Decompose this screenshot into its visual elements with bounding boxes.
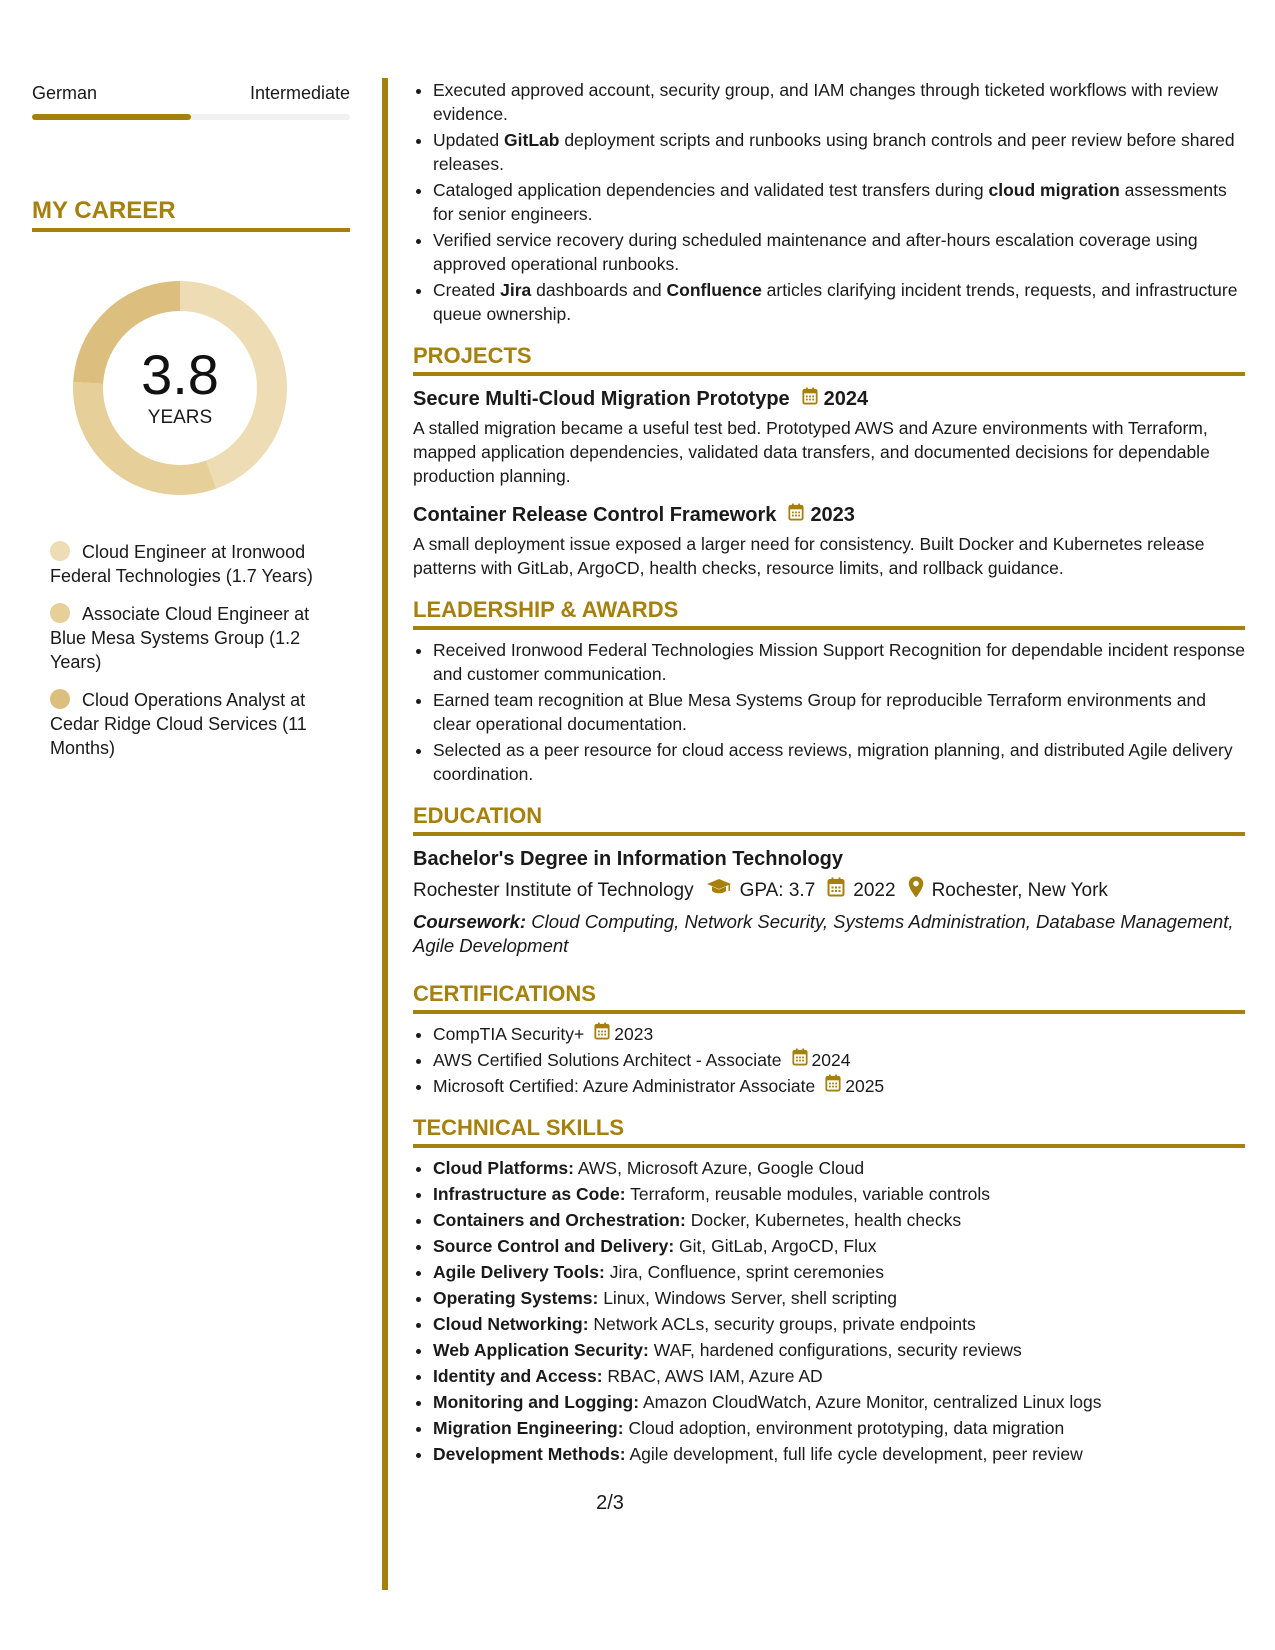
skill-value: Network ACLs, security groups, private endpoints (593, 1314, 976, 1334)
graduation-cap-icon (706, 878, 732, 904)
skill-item (433, 1416, 1245, 1440)
education-coursework (413, 910, 1245, 958)
education-degree: Bachelor's Degree in Information Technology (413, 848, 844, 870)
skill-value: Jira, Confluence, sprint ceremonies (609, 1262, 884, 1282)
bullet-keyword: GitLab (504, 130, 560, 150)
language-level: Intermediate (249, 83, 350, 103)
certification-year: 2025 (845, 1076, 885, 1096)
skill-value: Git, GitLab, ArgoCD, Flux (679, 1236, 877, 1256)
skill-value: Agile development, full life cycle development, peer review (629, 1444, 1083, 1464)
bullet-keyword: Jira (500, 280, 532, 300)
leadership-list (413, 638, 1245, 786)
experience-bullet (433, 78, 1245, 126)
projects-heading: PROJECTS (413, 342, 1245, 376)
calendar-icon (802, 386, 818, 412)
donut-center (66, 274, 294, 502)
skill-item (433, 1338, 1245, 1362)
career-legend (32, 540, 350, 760)
skill-label: Cloud Networking: (433, 1314, 589, 1334)
skill-value: Terraform, reusable modules, variable controls (630, 1184, 990, 1204)
skill-item (433, 1312, 1245, 1336)
education-year: 2022 (853, 880, 896, 901)
skills-heading: TECHNICAL SKILLS (413, 1114, 1245, 1148)
project-title-row (413, 502, 1245, 528)
certification-row (433, 1048, 850, 1072)
skill-label: Source Control and Delivery: (433, 1236, 675, 1256)
education-school: Rochester Institute of Technology (413, 880, 694, 901)
leadership-item: • Received Ironwood Federal Technologies Mission Support Recognition for dependable incident response and customer communication. (433, 638, 1245, 686)
page-number: 2/3 (596, 1492, 624, 1514)
career-legend-item (50, 540, 350, 588)
location-pin-icon (908, 876, 924, 906)
skill-label: Containers and Orchestration: (433, 1210, 686, 1230)
language-name: German (32, 83, 98, 103)
skill-item (433, 1286, 1245, 1310)
leadership-heading: LEADERSHIP & AWARDS (413, 596, 1245, 630)
skill-value: AWS, Microsoft Azure, Google Cloud (577, 1158, 865, 1178)
language-row (32, 82, 350, 104)
project-year: 2024 (823, 388, 869, 410)
certification-name: • AWS Certified Solutions Architect - Associate (433, 1050, 782, 1070)
bullet-text: assessments for senior engineers. (433, 180, 1227, 224)
project-year: 2023 (810, 504, 855, 526)
education-heading: EDUCATION (413, 802, 1245, 836)
coursework-label: Coursework: (413, 911, 527, 932)
skill-label: Agile Delivery Tools: (433, 1262, 605, 1282)
bullet-text: dashboards and (531, 280, 667, 300)
coursework-list: Cloud Computing, Network Security, Systems Administration, Database Management, Agile Development (413, 911, 1234, 956)
education-location: Rochester, New York (931, 880, 1108, 901)
project-title-row (413, 386, 1245, 412)
skill-label: Cloud Platforms: (433, 1158, 574, 1178)
certification-name: • CompTIA Security+ (433, 1024, 585, 1044)
certification-year: 2024 (811, 1050, 851, 1070)
certification-name: • Microsoft Certified: Azure Administrator Associate (433, 1076, 816, 1096)
calendar-icon (825, 1074, 841, 1098)
experience-bullets (413, 78, 1245, 326)
career-heading: MY CAREER (32, 196, 350, 232)
education-gpa: GPA: 3.7 (739, 880, 816, 901)
bullet-keyword: Confluence (666, 280, 762, 300)
certification-row (433, 1022, 653, 1046)
project-title: Secure Multi-Cloud Migration Prototype (413, 388, 790, 410)
legend-dot (50, 689, 70, 709)
calendar-icon (788, 502, 804, 528)
skill-value: Linux, Windows Server, shell scripting (603, 1288, 897, 1308)
project-title: Container Release Control Framework (413, 504, 777, 526)
skill-value: RBAC, AWS IAM, Azure AD (607, 1366, 823, 1386)
skill-item (433, 1182, 1245, 1206)
skill-item (433, 1390, 1245, 1414)
column-divider (382, 78, 388, 1590)
career-total-value: 3.8 (141, 343, 219, 406)
career-donut-chart (66, 274, 294, 502)
certification-row (433, 1074, 884, 1098)
leadership-item: • Selected as a peer resource for cloud access reviews, migration planning, and distributed Agile delivery coordination. (433, 738, 1245, 786)
skill-label: Development Methods: (433, 1444, 626, 1464)
projects-list (413, 386, 1245, 580)
skill-label: Monitoring and Logging: (433, 1392, 640, 1412)
skills-list (413, 1156, 1245, 1466)
project-description: A stalled migration became a useful test bed. Prototyped AWS and Azure environments with Terraform, mapped application dependencies, validated data transfers, and documented decisions for dependable production planning. (413, 418, 1210, 486)
skill-value: Docker, Kubernetes, health checks (690, 1210, 962, 1230)
skill-value: Cloud adoption, environment prototyping, data migration (628, 1418, 1065, 1438)
skill-value: Amazon CloudWatch, Azure Monitor, centralized Linux logs (642, 1392, 1102, 1412)
legend-label: Cloud Engineer at Ironwood Federal Technologies (1.7 Years) (50, 542, 313, 586)
calendar-icon (594, 1022, 610, 1046)
certification-item (433, 1074, 1245, 1098)
language-proficiency-fill (32, 114, 191, 120)
skill-item (433, 1442, 1245, 1466)
career-total-unit: YEARS (147, 407, 213, 428)
calendar-icon (827, 877, 845, 905)
skill-item (433, 1234, 1245, 1258)
skill-label: Migration Engineering: (433, 1418, 624, 1438)
experience-bullet (433, 128, 1245, 176)
skill-item (433, 1208, 1245, 1232)
skill-item (433, 1364, 1245, 1388)
calendar-icon (792, 1048, 808, 1072)
bullet-text: articles clarifying incident trends, requests, and infrastructure queue ownership. (433, 280, 1238, 324)
career-legend-item (50, 602, 350, 674)
bullet-text: Verified service recovery during scheduled maintenance and after-hours escalation coverage using approved operational runbooks. (433, 230, 1198, 274)
legend-label: Associate Cloud Engineer at Blue Mesa Systems Group (1.2 Years) (50, 604, 310, 672)
certifications-heading: CERTIFICATIONS (413, 980, 1245, 1014)
bullet-text: Executed approved account, security group, and IAM changes through ticketed workflows with review evidence. (433, 80, 1218, 124)
leadership-item: • Earned team recognition at Blue Mesa Systems Group for reproducible Terraform environments and clear operational documentation. (433, 688, 1245, 736)
skill-item (433, 1156, 1245, 1180)
certifications-list (413, 1022, 1245, 1098)
experience-bullet (433, 228, 1245, 276)
bullet-text: Cataloged application dependencies and validated test transfers during (433, 180, 989, 200)
certification-year: 2023 (614, 1024, 654, 1044)
education-details (413, 876, 1245, 906)
certification-item (433, 1022, 1245, 1046)
experience-bullet (433, 278, 1245, 326)
legend-label: Cloud Operations Analyst at Cedar Ridge Cloud Services (11 Months) (50, 690, 307, 758)
skill-label: Operating Systems: (433, 1288, 599, 1308)
bullet-text: Updated (433, 130, 505, 150)
legend-dot (50, 541, 70, 561)
skill-label: Web Application Security: (433, 1340, 649, 1360)
sidebar (32, 78, 350, 774)
bullet-text: Created (433, 280, 501, 300)
career-legend-item (50, 688, 350, 760)
project-description: A small deployment issue exposed a larger need for consistency. Built Docker and Kubernetes release patterns with GitLab, ArgoCD, health checks, resource limits, and rollback guidance. (413, 534, 1205, 578)
skill-item (433, 1260, 1245, 1284)
main-content (413, 78, 1245, 1468)
skill-label: Identity and Access: (433, 1366, 603, 1386)
skill-value: WAF, hardened configurations, security reviews (653, 1340, 1022, 1360)
language-proficiency-bar (32, 114, 350, 120)
bullet-text: deployment scripts and runbooks using branch controls and peer review before shared releases. (433, 130, 1235, 174)
bullet-keyword: cloud migration (988, 180, 1120, 200)
skill-label: Infrastructure as Code: (433, 1184, 626, 1204)
experience-bullet (433, 178, 1245, 226)
certification-item (433, 1048, 1245, 1072)
legend-dot (50, 603, 70, 623)
